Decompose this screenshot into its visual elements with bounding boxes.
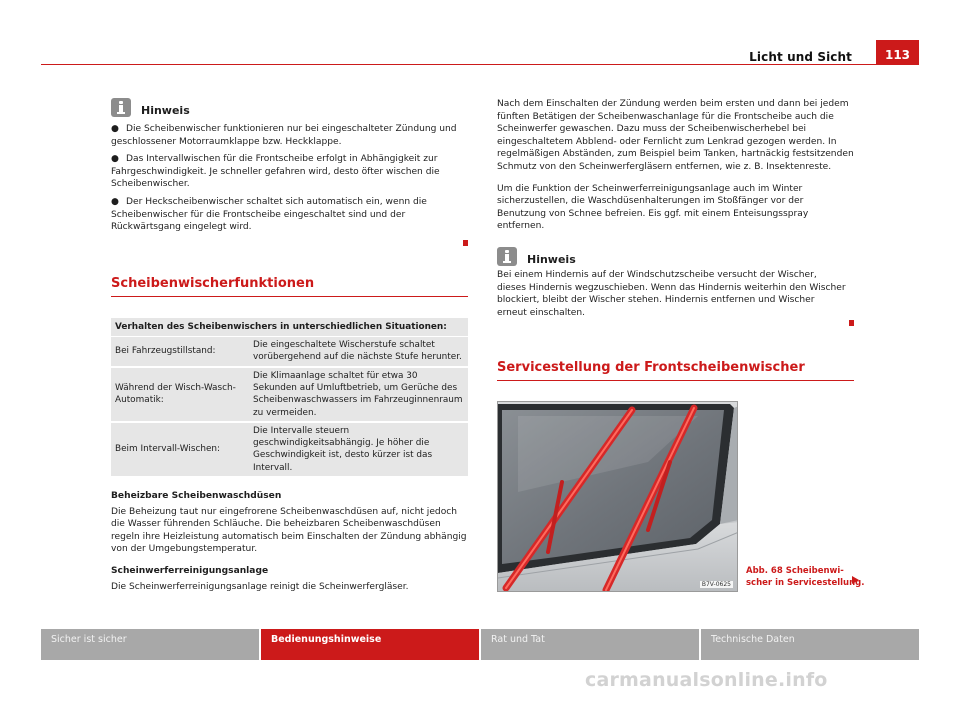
note-title: Hinweis bbox=[527, 252, 576, 266]
continue-arrow-icon bbox=[852, 576, 859, 584]
table-cell-situation: Während der Wisch-Wasch-Automatik: bbox=[111, 367, 249, 422]
note-header bbox=[497, 247, 854, 266]
table-cell-behaviour: Die eingeschaltete Wischerstufe schaltet vorübergehend auf die nächste Stufe herunter. bbox=[249, 337, 468, 367]
note-header bbox=[111, 98, 468, 117]
wiper-behaviour-table bbox=[111, 318, 468, 478]
page-header-title: Licht und Sicht bbox=[749, 50, 852, 64]
figure-code: B7V-0625 bbox=[701, 581, 731, 588]
footer-nav bbox=[41, 629, 919, 660]
paragraph-headlight-washing: Nach dem Einschalten der Zündung werden beim ersten und dann bei jedem fünften Betätigen der Scheibenwaschanlage für die Frontscheibe auch die Scheinwerfer gewaschen. Dazu muss der Scheibenwischerhebel bei eingeschaltetem Abblend- oder Fernlicht zum Lenkrad gezogen werden. In regelmäßigen Abständen, zum Beispiel beim Tanken, hartnäckig festsitzenden Schmutz von den Scheinwerfergläsern entfernen, wie z. B. Insektenreste. bbox=[497, 99, 854, 172]
paragraph-heated-nozzles: Die Beheizung taut nur eingefrorene Scheibenwaschdüsen auf, nicht jedoch die Wasser führenden Schläuche. Die beheizbaren Scheibenwaschdüsen regeln ihre Heizleistung automatisch beim Einschalten der Zündung abhängig von der Umgebungstemperatur. bbox=[111, 506, 467, 555]
note-bullet: ● Das Intervallwischen für die Frontscheibe erfolgt in Abhängigkeit zur Fahrgeschwindigkeit. Je schneller gefahren wird, desto öfter wischen die Scheibenwischer. bbox=[111, 154, 440, 190]
page-number: 113 bbox=[876, 40, 919, 65]
note-title: Hinweis bbox=[141, 104, 190, 117]
subheading-headlight-washer: Scheinwerferreinigungsanlage bbox=[111, 565, 269, 576]
footer-tab-advice[interactable]: Rat und Tat bbox=[481, 629, 699, 660]
table-cell-behaviour: Die Klimaanlage schaltet für etwa 30 Sekunden auf Umluftbetrieb, um Gerüche des Scheibenwaschwassers im Fahrzeuginnenraum zu vermeiden. bbox=[249, 367, 468, 422]
watermark: carmanualsonline.info bbox=[585, 669, 828, 691]
left-column bbox=[111, 98, 468, 593]
paragraph-winter-care: Um die Funktion der Scheinwerferreinigungsanlage auch im Winter sicherzustellen, die Waschdüsenhalterungen im Stoßfänger vor der Benutzung von Schnee befreien. Eis ggf. mit einem Enteisungsspray entfernen. bbox=[497, 183, 809, 232]
table-row bbox=[111, 367, 468, 422]
info-icon bbox=[111, 98, 131, 117]
end-of-note-marker bbox=[463, 240, 468, 246]
paragraph-headlight-washer: Die Scheinwerferreinigungsanlage reinigt die Scheinwerfergläser. bbox=[111, 581, 409, 592]
figure-wipers-service-position bbox=[497, 401, 738, 592]
figure-caption: Abb. 68 Scheibenwi- scher in Servicestellung. bbox=[746, 566, 865, 588]
note-text: Bei einem Hindernis auf der Windschutzscheibe versucht der Wischer, dieses Hindernis wegzuschieben. Wenn das Hindernis weiterhin den Wischer blockiert, bleibt der Wischer stehen. Hindernis entfernen und Wischer erneut einschalten. bbox=[497, 269, 846, 318]
end-of-note-marker bbox=[849, 320, 854, 326]
table-row bbox=[111, 422, 468, 477]
table-cell-behaviour: Die Intervalle steuern geschwindigkeitsabhängig. Je höher die Geschwindigkeit ist, desto kürzer ist das Intervall. bbox=[249, 422, 468, 477]
footer-tab-safety[interactable]: Sicher ist sicher bbox=[41, 629, 259, 660]
header-rule bbox=[41, 64, 919, 65]
subheading-heated-nozzles: Beheizbare Scheibenwaschdüsen bbox=[111, 491, 282, 502]
section-title-service-position: Servicestellung der Frontscheibenwischer bbox=[497, 360, 854, 381]
note-bullet: ● Der Heckscheibenwischer schaltet sich automatisch ein, wenn die Scheibenwischer für die Frontscheibe eingeschaltet sind und der Rückwärtsgang eingelegt wird. bbox=[111, 196, 427, 233]
footer-tab-operation[interactable]: Bedienungshinweise bbox=[261, 629, 479, 660]
info-icon bbox=[497, 247, 517, 266]
note-bullet: ● Die Scheibenwischer funktionieren nur bei eingeschalteter Zündung und geschlossener Motorraumklappe bzw. Heckklappe. bbox=[111, 124, 457, 147]
section-title-wiper-functions: Scheibenwischerfunktionen bbox=[111, 276, 468, 297]
table-header: Verhalten des Scheibenwischers in unterschiedlichen Situationen: bbox=[111, 318, 468, 337]
windscreen-illustration bbox=[498, 402, 738, 592]
table-row bbox=[111, 337, 468, 367]
table-cell-situation: Bei Fahrzeugstillstand: bbox=[111, 337, 249, 367]
right-column bbox=[497, 98, 854, 381]
table-cell-situation: Beim Intervall-Wischen: bbox=[111, 422, 249, 477]
footer-tab-technical[interactable]: Technische Daten bbox=[701, 629, 919, 660]
